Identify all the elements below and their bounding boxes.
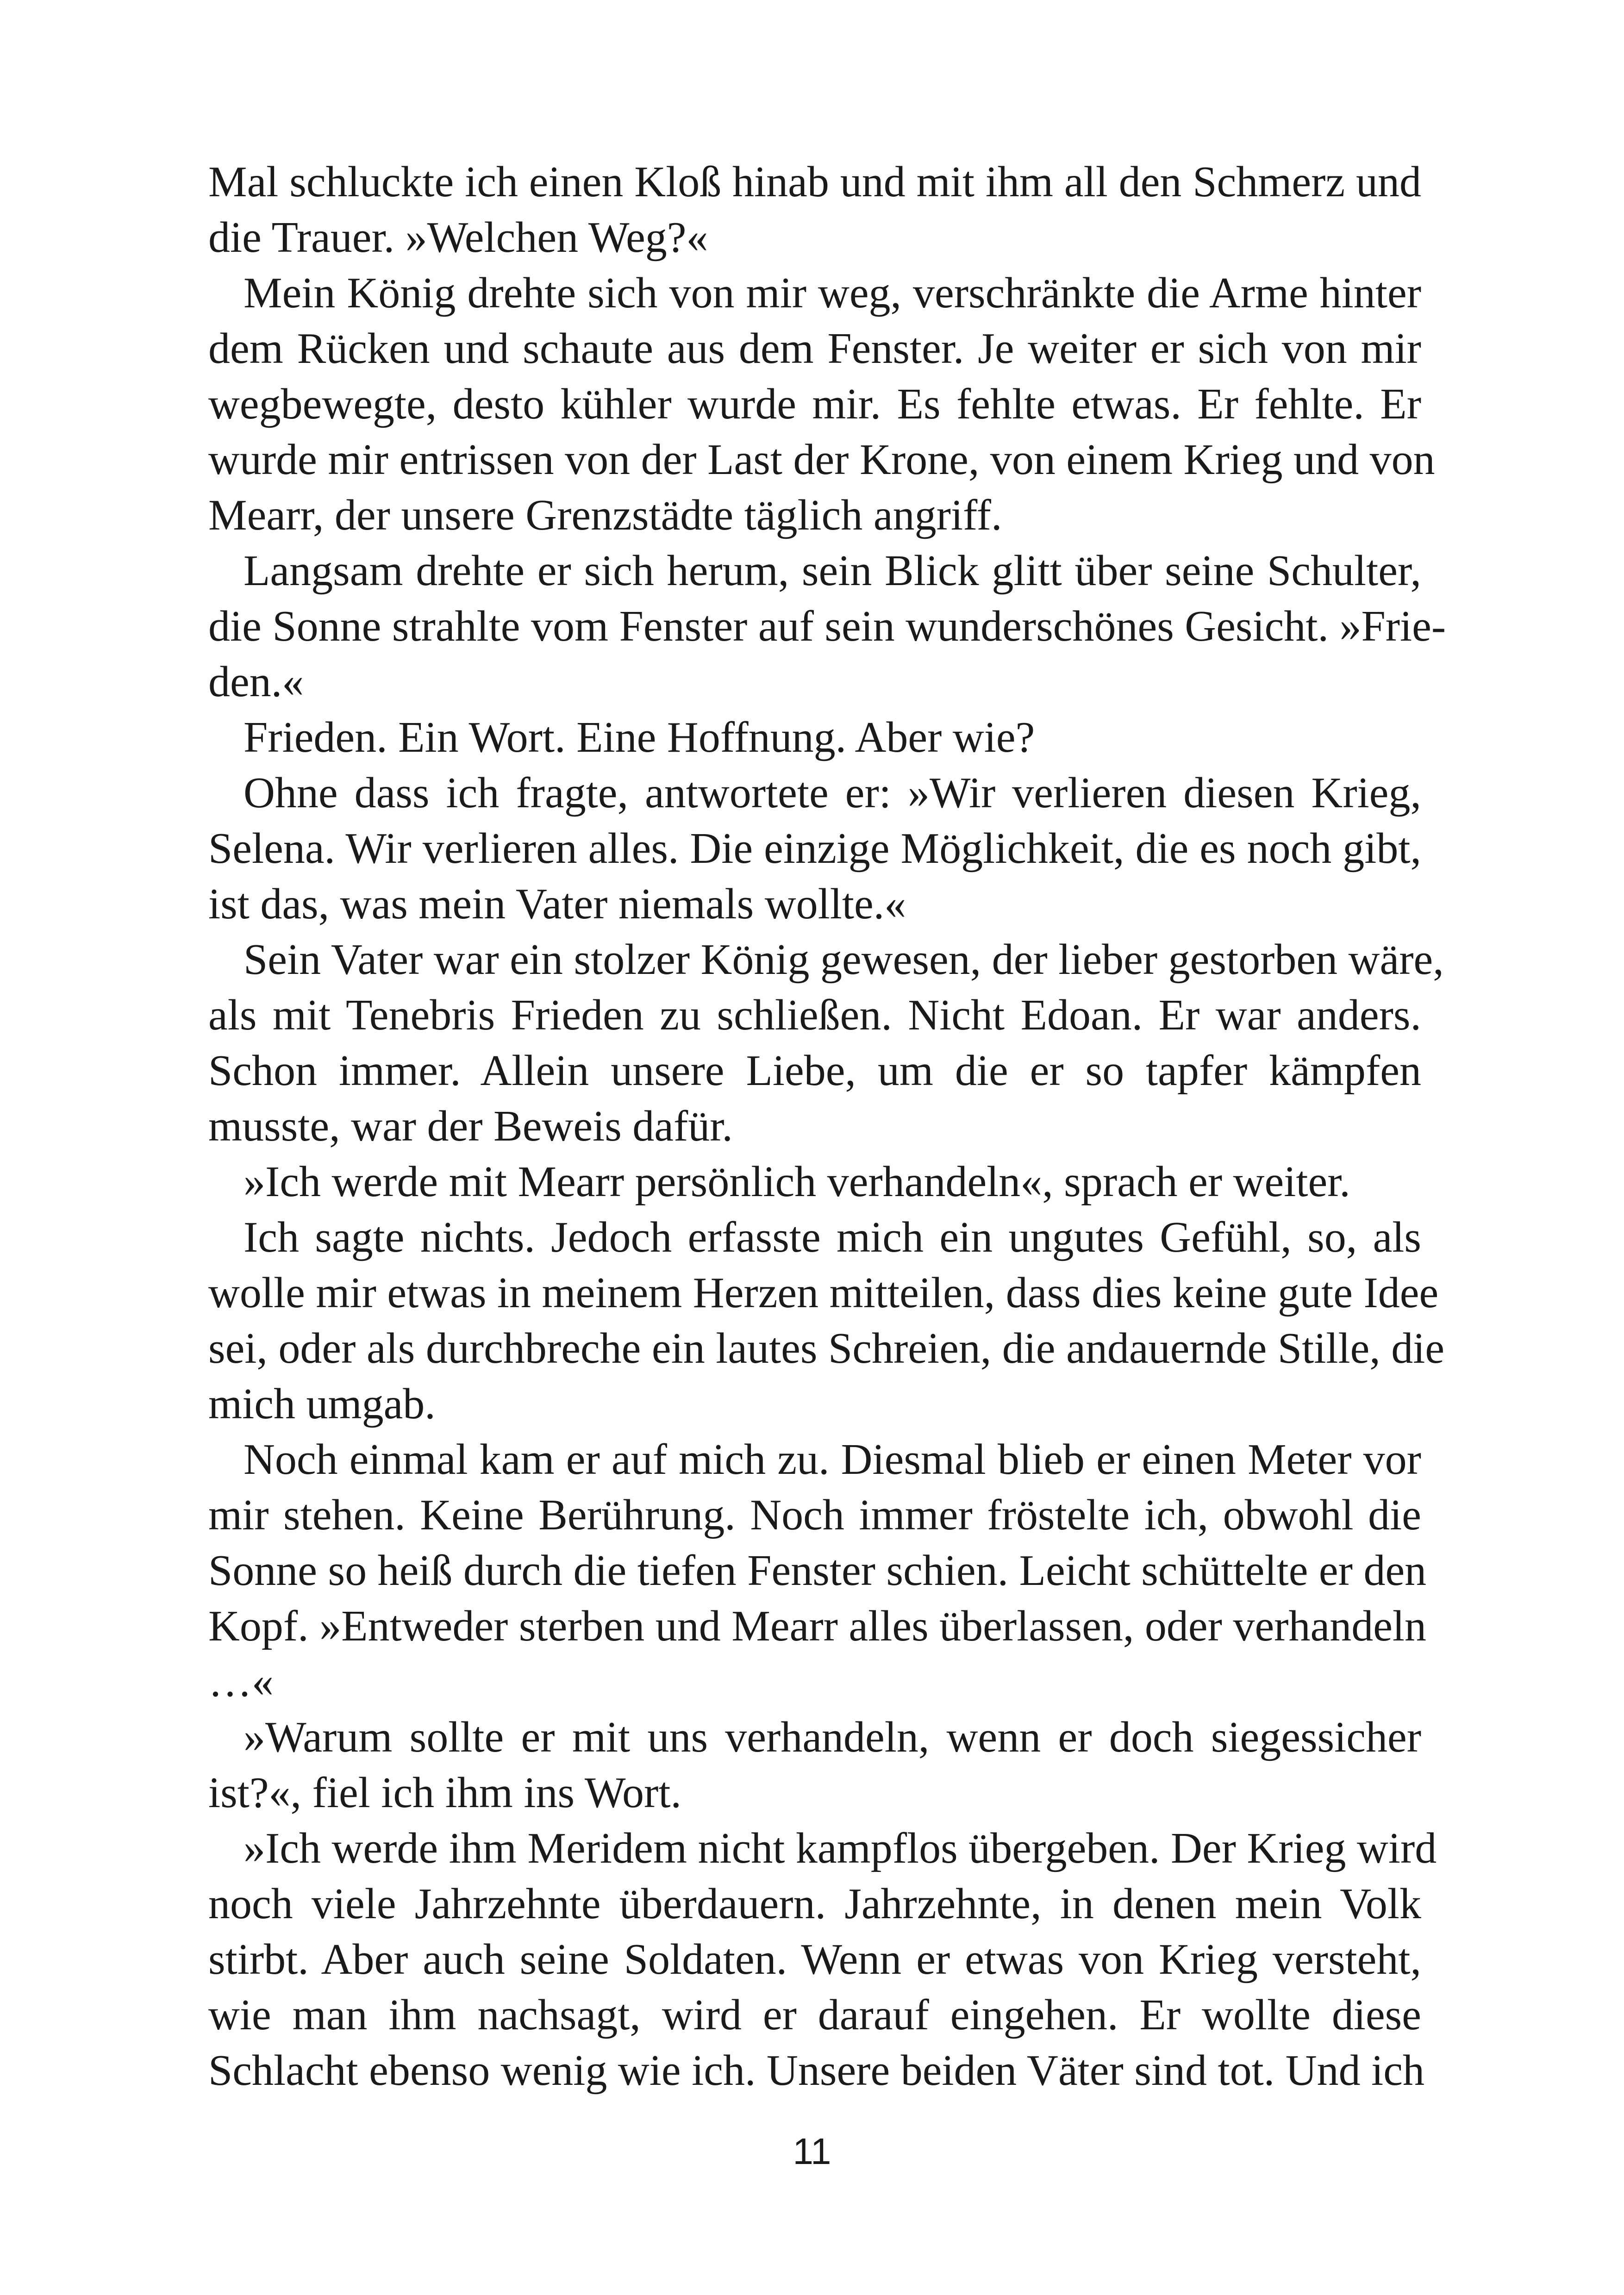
text-line: Schlacht ebenso wenig wie ich. Unsere beiden Väter sind tot. Und ich (208, 2046, 1424, 2095)
text-line: den.« (208, 658, 304, 706)
text-line: Frieden. Ein Wort. Eine Hoffnung. Aber wie? (244, 713, 1035, 761)
page-number: 11 (793, 2131, 831, 2172)
text-line: Langsam drehte er sich herum, sein Blick glitt über seine Schulter, (244, 547, 1421, 595)
text-line: Mearr, der unsere Grenzstädte täglich angriff. (208, 491, 1002, 539)
text-line: …« (208, 1658, 274, 1706)
text-line: wolle mir etwas in meinem Herzen mitteilen, dass dies keine gute Idee (208, 1269, 1439, 1317)
text-line: stirbt. Aber auch seine Soldaten. Wenn er etwas von Krieg versteht, (208, 1935, 1421, 1983)
text-line: dem Rücken und schaute aus dem Fenster. Je weiter er sich von mir (208, 324, 1421, 373)
text-line: Selena. Wir verlieren alles. Die einzige Möglichkeit, die es noch gibt, (208, 824, 1421, 873)
text-line: sei, oder als durchbreche ein lautes Schreien, die andauernde Stille, die (208, 1324, 1445, 1372)
text-line: ist?«, fiel ich ihm ins Wort. (208, 1769, 681, 1817)
text-line: Schon immer. Allein unsere Liebe, um die er so tapfer kämpfen (208, 1047, 1421, 1095)
text-line: wurde mir entrissen von der Last der Krone, von einem Krieg und von (208, 436, 1435, 484)
text-line: Mein König drehte sich von mir weg, verschränkte die Arme hinter (244, 269, 1421, 317)
text-line: Noch einmal kam er auf mich zu. Diesmal blieb er einen Meter vor (244, 1435, 1421, 1484)
text-line: Sonne so heiß durch die tiefen Fenster schien. Leicht schüttelte er den (208, 1547, 1427, 1595)
text-line: die Sonne strahlte vom Fenster auf sein wunderschönes Gesicht. »Frie- (208, 602, 1446, 650)
text-line: die Trauer. »Welchen Weg?« (208, 213, 708, 262)
text-line: als mit Tenebris Frieden zu schließen. Nicht Edoan. Er war anders. (208, 991, 1421, 1039)
text-line: ist das, was mein Vater niemals wollte.« (208, 880, 906, 928)
text-line: mir stehen. Keine Berührung. Noch immer fröstelte ich, obwohl die (208, 1491, 1421, 1539)
text-line: Ohne dass ich fragte, antwortete er: »Wir verlieren diesen Krieg, (244, 769, 1421, 817)
text-line: mich umgab. (208, 1380, 436, 1428)
text-line: musste, war der Beweis dafür. (208, 1102, 733, 1150)
text-line: Ich sagte nichts. Jedoch erfasste mich ein ungutes Gefühl, so, als (244, 1213, 1421, 1261)
text-line: »Ich werde mit Mearr persönlich verhandeln«, sprach er weiter. (244, 1158, 1350, 1206)
text-line: wegbewegte, desto kühler wurde mir. Es fehlte etwas. Er fehlte. Er (208, 380, 1421, 428)
text-line: »Ich werde ihm Meridem nicht kampflos übergeben. Der Krieg wird (244, 1824, 1437, 1872)
text-line: wie man ihm nachsagt, wird er darauf eingehen. Er wollte diese (208, 1991, 1421, 2039)
text-line: Mal schluckte ich einen Kloß hinab und mit ihm all den Schmerz und (208, 158, 1421, 206)
text-line: »Warum sollte er mit uns verhandeln, wenn er doch siegessicher (244, 1713, 1421, 1761)
text-line: Sein Vater war ein stolzer König gewesen, der lieber gestorben wäre, (244, 935, 1444, 984)
text-line: Kopf. »Entweder sterben und Mearr alles überlassen, oder verhandeln (208, 1602, 1427, 1650)
text-line: noch viele Jahrzehnte überdauern. Jahrzehnte, in denen mein Volk (208, 1880, 1421, 1928)
body-text (208, 154, 1446, 2098)
